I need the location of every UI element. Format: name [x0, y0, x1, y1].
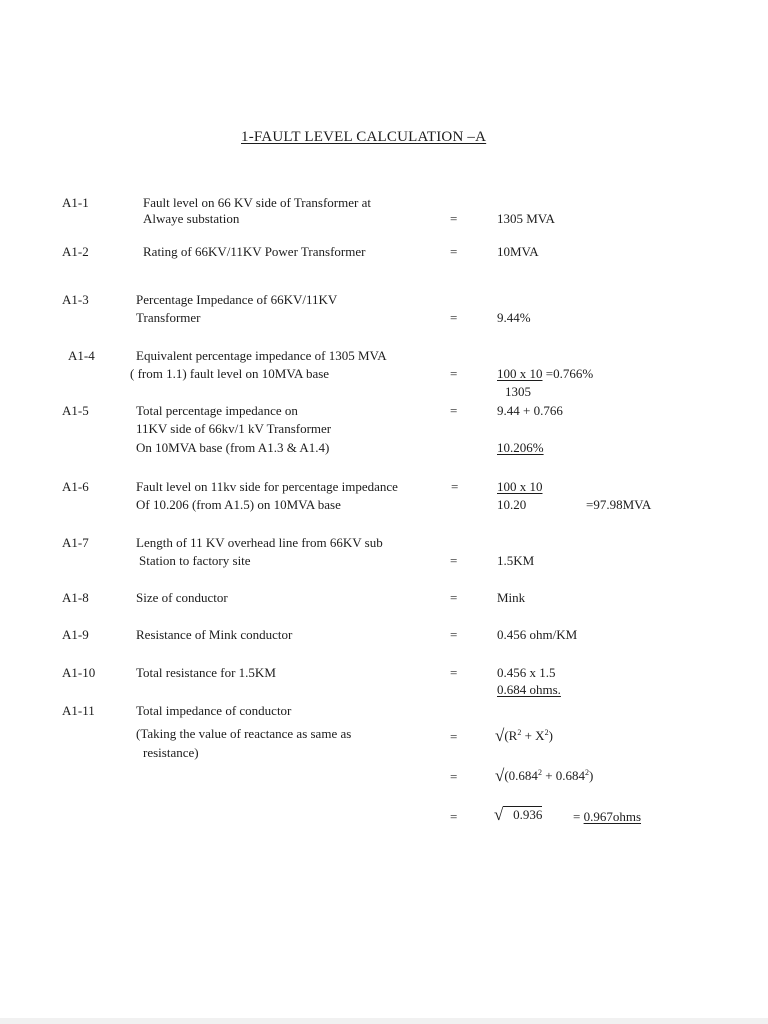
- item-desc-a1-4-line2: ( from 1.1) fault level on 10MVA base: [130, 366, 330, 381]
- item-desc-a1-11-line2: (Taking the value of reactance as same as: [136, 726, 352, 741]
- formula-impedance-result-sqrt: √ 0.936: [494, 805, 543, 824]
- item-desc-a1-6-line2: Of 10.206 (from A1.5) on 10MVA base: [136, 497, 341, 512]
- item-value-a1-8: Mink: [497, 590, 526, 605]
- formula-impedance-result: = 0.967ohms: [573, 809, 642, 824]
- item-value-a1-5-line1: 9.44 + 0.766: [497, 403, 563, 418]
- item-id-a1-8: A1-8: [62, 590, 89, 605]
- item-value-a1-10-line2: 0.684 ohms.: [497, 682, 561, 697]
- item-desc-a1-1-line2: Alwaye substation: [143, 211, 240, 226]
- item-value-a1-10-line1: 0.456 x 1.5: [497, 665, 556, 680]
- equals-sign: =: [450, 665, 458, 680]
- item-desc-a1-5-line3: On 10MVA base (from A1.3 & A1.4): [136, 440, 330, 455]
- item-desc-a1-11-line1: Total impedance of conductor: [136, 703, 292, 718]
- item-id-a1-9: A1-9: [62, 627, 89, 642]
- page-bottom-edge: [0, 1018, 768, 1024]
- equals-sign: =: [450, 627, 458, 642]
- equals-sign: =: [450, 809, 458, 824]
- item-id-a1-5: A1-5: [62, 403, 89, 418]
- item-value-a1-9: 0.456 ohm/KM: [497, 627, 578, 642]
- item-desc-a1-4-line1: Equivalent percentage impedance of 1305 MVA: [136, 348, 387, 363]
- equals-sign: =: [450, 769, 458, 784]
- item-id-a1-3: A1-3: [62, 292, 89, 307]
- equals-sign: =: [450, 590, 458, 605]
- item-desc-a1-5-line1: Total percentage impedance on: [136, 403, 298, 418]
- item-desc-a1-9: Resistance of Mink conductor: [136, 627, 293, 642]
- item-id-a1-7: A1-7: [62, 535, 89, 550]
- item-id-a1-11: A1-11: [62, 703, 95, 718]
- equals-sign: =: [450, 211, 458, 226]
- item-desc-a1-3-line1: Percentage Impedance of 66KV/11KV: [136, 292, 338, 307]
- item-desc-a1-2: Rating of 66KV/11KV Power Transformer: [143, 244, 366, 259]
- item-value-a1-6-numerator: 100 x 10: [497, 479, 543, 494]
- item-value-a1-7: 1.5KM: [497, 553, 535, 568]
- equals-sign: =: [450, 729, 458, 744]
- equals-sign: =: [451, 479, 459, 494]
- item-value-a1-4-result: =0.766%: [542, 366, 594, 381]
- item-id-a1-4: A1-4: [68, 348, 95, 363]
- formula-impedance-symbolic: $√(R^2 + X^2)$: [495, 726, 553, 745]
- item-id-a1-6: A1-6: [62, 479, 89, 494]
- item-desc-a1-3-line2: Transformer: [136, 310, 201, 325]
- item-value-a1-4-fraction: [497, 366, 593, 382]
- item-value-a1-1: 1305 MVA: [497, 211, 555, 226]
- item-id-a1-10: A1-10: [62, 665, 96, 680]
- item-desc-a1-6-line1: Fault level on 11kv side for percentage impedance: [136, 479, 398, 494]
- item-id-a1-1: A1-1: [62, 195, 89, 210]
- sqrt-symbol: √: [495, 766, 505, 785]
- item-value-a1-2: 10MVA: [497, 244, 539, 259]
- item-value-a1-6-denominator: 10.20: [497, 497, 527, 512]
- item-value-a1-6-result: =97.98MVA: [586, 497, 652, 512]
- item-desc-a1-11-line3: resistance): [143, 745, 199, 760]
- item-value-a1-3: 9.44%: [497, 310, 531, 325]
- item-id-a1-2: A1-2: [62, 244, 89, 259]
- sqrt-symbol: √: [495, 726, 505, 745]
- equals-sign: =: [450, 366, 458, 381]
- item-desc-a1-5-line2: 11KV side of 66kv/1 kV Transformer: [136, 421, 332, 436]
- formula-impedance-numeric: $√(0.684^2 + 0.684^2)$: [495, 766, 594, 785]
- sqrt-symbol: √: [494, 805, 504, 824]
- item-value-a1-5-line2: 10.206%: [497, 440, 544, 455]
- item-desc-a1-7-line2: Station to factory site: [139, 553, 251, 568]
- item-desc-a1-7-line1: Length of 11 KV overhead line from 66KV sub: [136, 535, 383, 550]
- equals-sign: =: [450, 244, 458, 259]
- item-value-a1-4-denominator: 1305: [505, 384, 531, 399]
- page-title: 1-FAULT LEVEL CALCULATION –A: [241, 129, 487, 145]
- equals-sign: =: [450, 403, 458, 418]
- equals-sign: =: [450, 310, 458, 325]
- item-desc-a1-8: Size of conductor: [136, 590, 228, 605]
- item-desc-a1-1-line1: Fault level on 66 KV side of Transformer at: [143, 195, 371, 210]
- equals-sign: =: [450, 553, 458, 568]
- item-value-a1-4-numerator: 100 x 10: [497, 366, 543, 381]
- item-desc-a1-10: Total resistance for 1.5KM: [136, 665, 276, 680]
- total-impedance-value: 0.967ohms: [583, 809, 642, 824]
